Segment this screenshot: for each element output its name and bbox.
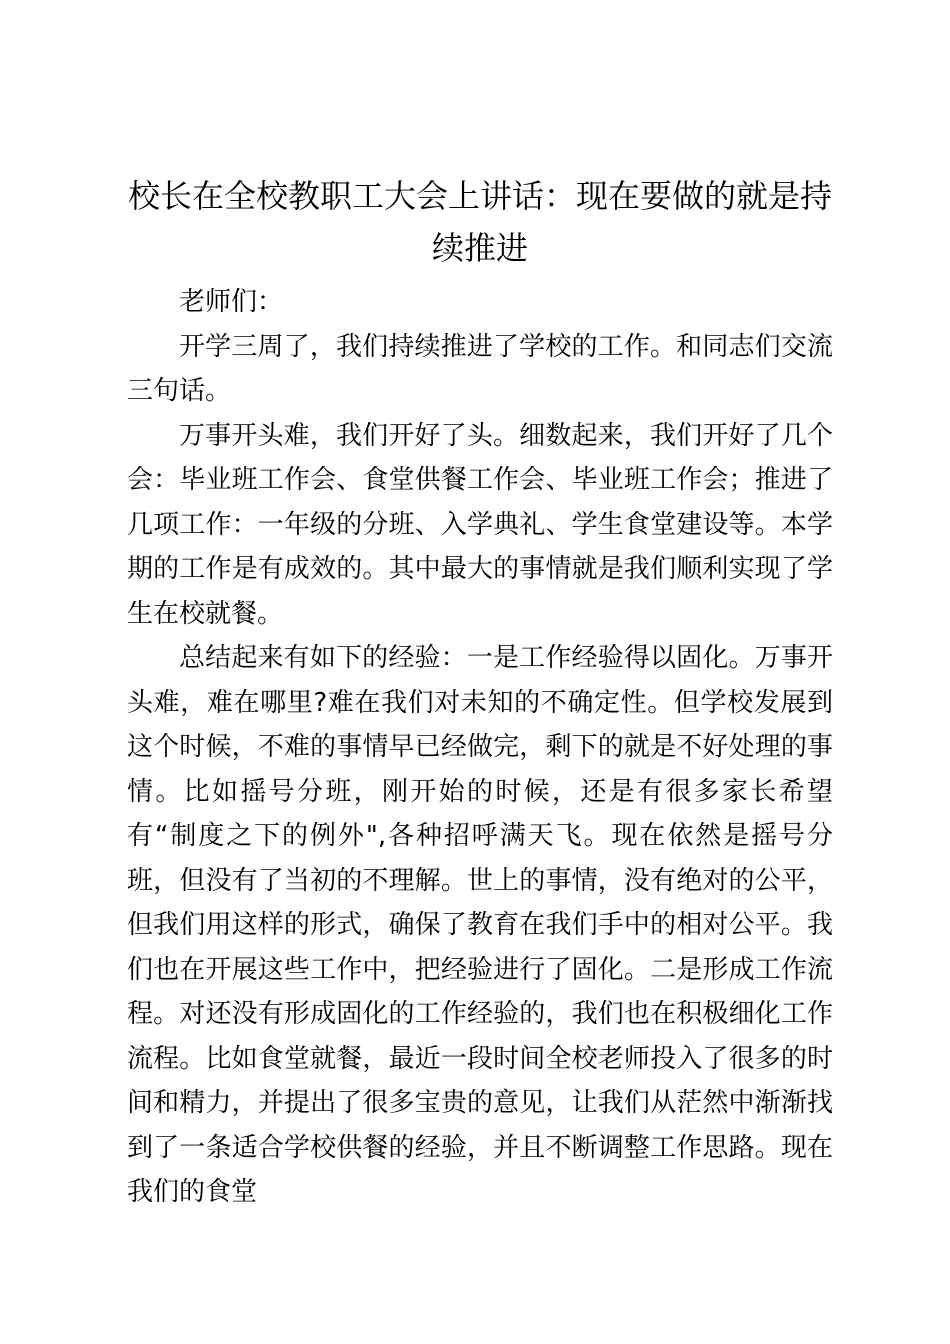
paragraph-3: 总结起来有如下的经验：一是工作经验得以固化。万事开头难，难在哪里?难在我们对未知的不确定性。但学校发展到这个时候，不难的事情早已经做完，剩下的就是不好处理的事情。比如摇号分班，刚开始的时候，还是有很多家长希望有“制度之下的例外",各种招呼满天飞。现在依然是摇号分班，但没有了当初的不理解。世上的事情，没有绝对的公平，但我们用这样的形式，确保了教育在我们手中的相对公平。我们也在开展这些工作中，把经验进行了固化。二是形成工作流程。对还没有形成固化的工作经验的，我们也在积极细化工作流程。比如食堂就餐，最近一段时间全校老师投入了很多的时间和精力，并提出了很多宝贵的意见，让我们从茫然中渐渐找到了一条适合学校供餐的经验，并且不断调整工作思路。现在我们的食堂 <box>127 643 833 1207</box>
paragraph-1: 开学三周了，我们持续推进了学校的工作。和同志们交流三句话。 <box>127 331 833 406</box>
paragraph-2: 万事开头难，我们开好了头。细数起来，我们开好了几个会：毕业班工作会、食堂供餐工作会、毕业班工作会；推进了几项工作：一年级的分班、入学典礼、学生食堂建设等。本学期的工作是有成效的。其中最大的事情就是我们顺利实现了学生在校就餐。 <box>127 420 833 629</box>
document-body <box>127 170 833 1215</box>
document-title: 校长在全校教职工大会上讲话：现在要做的就是持续推进 <box>127 177 832 267</box>
greeting: 老师们： <box>179 287 284 317</box>
